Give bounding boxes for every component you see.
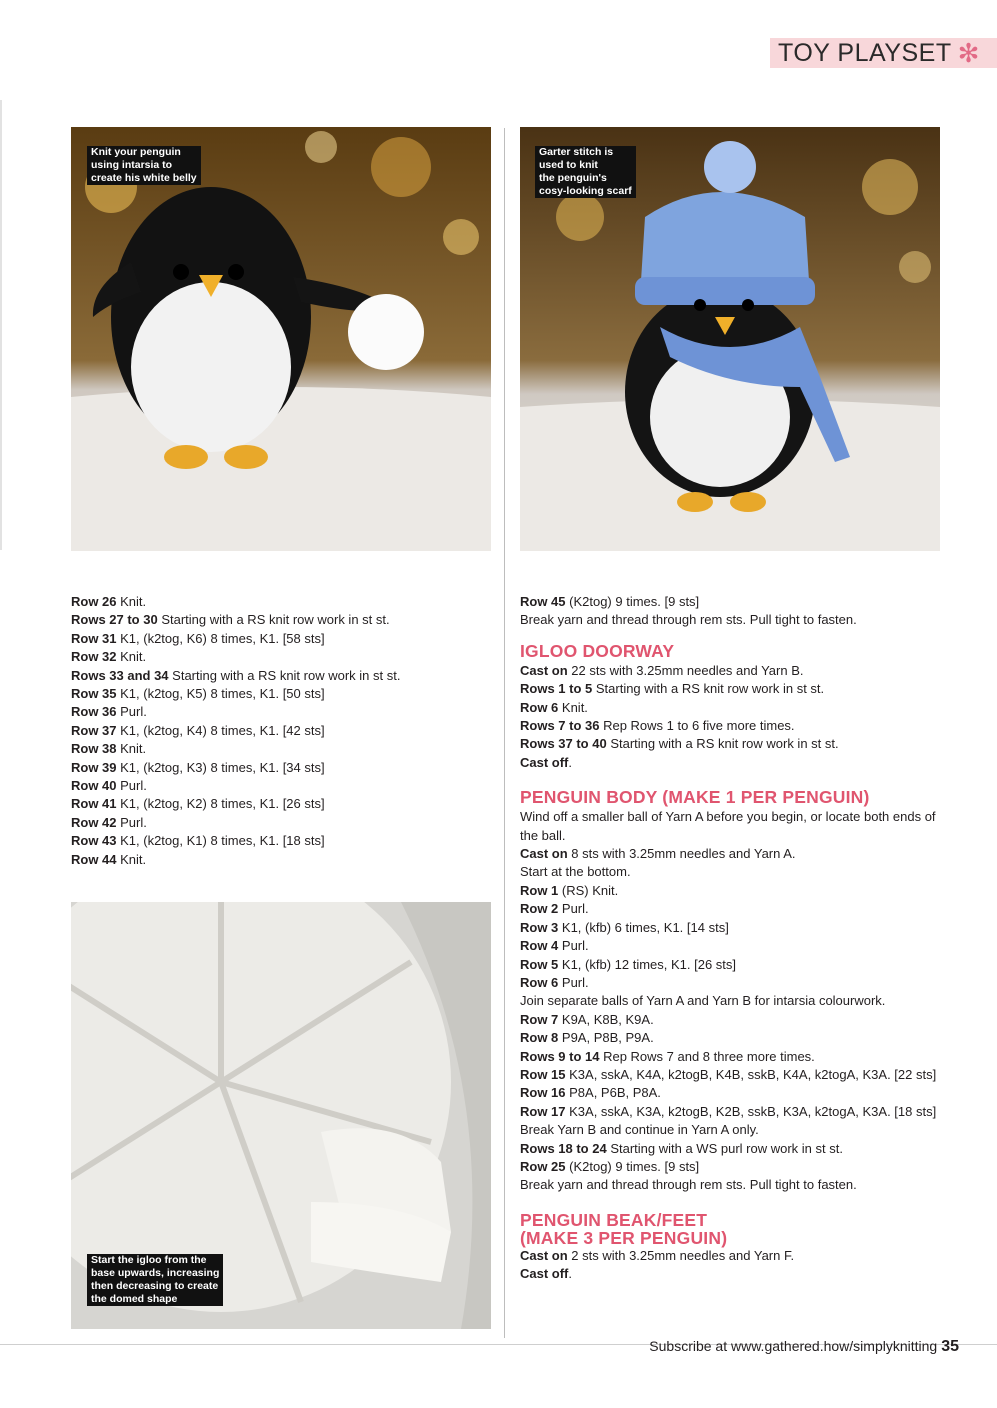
pattern-row: Cast on 22 sts with 3.25mm needles and Yarn B. <box>520 662 804 678</box>
pattern-row: Cast off. <box>520 754 573 770</box>
column-divider <box>504 128 505 1338</box>
photo-caption: Garter stitch is used to knit the penguin's cosy-looking scarf <box>535 146 636 198</box>
pattern-row: Rows 37 to 40 Starting with a RS knit row work in st st. <box>520 736 839 752</box>
pattern-row: Row 4 Purl. <box>520 938 589 954</box>
photo-caption: Knit your penguin using intarsia to create his white belly <box>87 146 201 185</box>
penguin-photo <box>71 127 491 551</box>
right-pattern-column <box>520 593 940 1284</box>
pattern-row: Row 38 Knit. <box>71 741 147 757</box>
pattern-row: Row 8 P9A, P8B, P9A. <box>520 1030 654 1046</box>
pattern-row: Rows 27 to 30 Starting with a RS knit row work in st st. <box>71 612 390 628</box>
pattern-row: Row 16 P8A, P6B, P8A. <box>520 1085 661 1101</box>
pattern-row: Row 36 Purl. <box>71 704 147 720</box>
pattern-row: Row 39 K1, (k2tog, K3) 8 times, K1. [34 sts] <box>71 759 325 775</box>
pattern-row: Row 40 Purl. <box>71 778 147 794</box>
section-title: TOY PLAYSET <box>778 38 952 67</box>
pattern-row: Row 7 K9A, K8B, K9A. <box>520 1011 654 1027</box>
pattern-row: Row 42 Purl. <box>71 814 147 830</box>
pattern-row: Row 5 K1, (kfb) 12 times, K1. [26 sts] <box>520 956 737 972</box>
pattern-row: Rows 33 and 34 Starting with a RS knit row work in st st. <box>71 667 401 683</box>
pattern-row: Row 3 K1, (kfb) 6 times, K1. [14 sts] <box>520 919 729 935</box>
subscribe-link[interactable]: Subscribe at www.gathered.how/simplyknitting <box>649 1338 938 1354</box>
pattern-row: Row 44 Knit. <box>71 851 147 867</box>
pattern-row: Row 15 K3A, sskA, K4A, k2togB, K4B, sskB, K4A, k2togA, K3A. [22 sts] <box>520 1066 937 1082</box>
penguin-body-heading: PENGUIN BODY (MAKE 1 PER PENGUIN) <box>520 787 870 808</box>
pattern-row: Cast off. <box>520 1266 573 1282</box>
pattern-row: Rows 7 to 36 Rep Rows 1 to 6 five more times. <box>520 718 795 734</box>
pattern-row: Cast on 8 sts with 3.25mm needles and Yarn A. <box>520 846 796 862</box>
pattern-row: Start at the bottom. <box>520 864 631 880</box>
section-header <box>770 38 997 68</box>
igloo-doorway-heading: IGLOO DOORWAY <box>520 640 675 661</box>
pattern-row: Join separate balls of Yarn A and Yarn B for intarsia colourwork. <box>520 993 886 1009</box>
pattern-row: Row 45 (K2tog) 9 times. [9 sts] <box>520 594 700 609</box>
pattern-row: Row 6 Purl. <box>520 974 589 990</box>
asterisk-icon: ✻ <box>957 38 980 68</box>
pattern-row: Row 41 K1, (k2tog, K2) 8 times, K1. [26 sts] <box>71 796 325 812</box>
page-footer <box>649 1338 959 1356</box>
penguin-beak-heading: PENGUIN BEAK/FEET (MAKE 3 PER PENGUIN) <box>520 1209 728 1248</box>
pattern-row: Row 37 K1, (k2tog, K4) 8 times, K1. [42 sts] <box>71 722 325 738</box>
penguin-scarf-photo <box>520 127 940 551</box>
pattern-row: Break yarn and thread through rem sts. Pull tight to fasten. <box>520 612 857 628</box>
pattern-row: Cast on 2 sts with 3.25mm needles and Yarn F. <box>520 1247 795 1263</box>
pattern-row: Row 43 K1, (k2tog, K1) 8 times, K1. [18 sts] <box>71 833 325 849</box>
pattern-row: Row 31 K1, (k2tog, K6) 8 times, K1. [58 sts] <box>71 630 325 646</box>
pattern-row: Rows 1 to 5 Starting with a RS knit row work in st st. <box>520 681 825 697</box>
pattern-row: Row 6 Knit. <box>520 699 588 715</box>
igloo-photo <box>71 902 491 1329</box>
pattern-row: Rows 18 to 24 Starting with a WS purl row work in st st. <box>520 1140 843 1156</box>
pattern-row: Row 17 K3A, sskA, K3A, k2togB, K2B, sskB, K3A, k2togA, K3A. [18 sts] <box>520 1103 937 1119</box>
pattern-row: Row 25 (K2tog) 9 times. [9 sts] <box>520 1158 700 1174</box>
pattern-row: Row 2 Purl. <box>520 901 589 917</box>
page-number: 35 <box>941 1338 959 1355</box>
pattern-row: Break yarn and thread through rem sts. Pull tight to fasten. <box>520 1177 857 1193</box>
pattern-row: Wind off a smaller ball of Yarn A before you begin, or locate both ends of the ball. <box>520 809 936 843</box>
page-edge-rule <box>0 100 2 550</box>
pattern-row: Row 35 K1, (k2tog, K5) 8 times, K1. [50 sts] <box>71 686 325 702</box>
pattern-row: Row 1 (RS) Knit. <box>520 882 619 898</box>
pattern-row: Rows 9 to 14 Rep Rows 7 and 8 three more times. <box>520 1048 815 1064</box>
pattern-row: Row 26 Knit. <box>71 594 147 609</box>
left-pattern-column <box>71 593 491 869</box>
photo-caption: Start the igloo from the base upwards, increasing then decreasing to create the domed shape <box>87 1254 223 1306</box>
pattern-row: Break Yarn B and continue in Yarn A only. <box>520 1122 759 1138</box>
pattern-row: Row 32 Knit. <box>71 649 147 665</box>
